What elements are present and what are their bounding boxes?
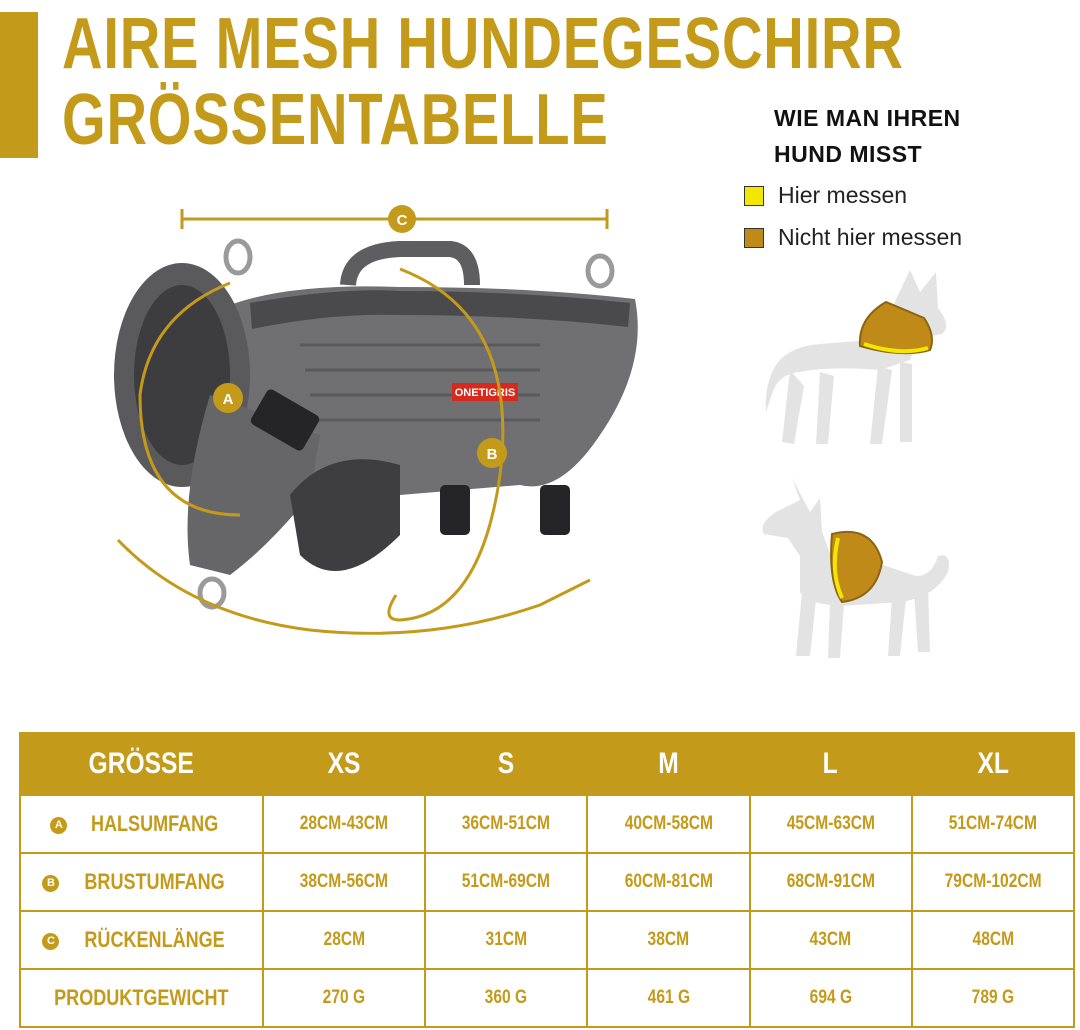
- marker-b-icon: [477, 438, 507, 468]
- table-cell: 48CM: [912, 911, 1074, 969]
- brand-patch-label: ONETIGRIS: [454, 387, 516, 399]
- header-l: L: [750, 733, 912, 795]
- harness-illustration: [100, 195, 660, 655]
- title-accent-bar: [0, 12, 38, 158]
- title-line-1: AIRE MESH HUNDEGESCHIRR: [62, 4, 904, 84]
- row-label-chest: B BRUSTUMFANG: [20, 853, 263, 911]
- marker-b-label: B: [486, 446, 498, 463]
- measure-guide-heading: [774, 100, 961, 172]
- table-cell: 68CM-91CM: [750, 853, 912, 911]
- table-cell: 43CM: [750, 911, 912, 969]
- dog-chest-measure-icon: [752, 472, 962, 672]
- legend-label-do-not-measure: Nicht hier messen: [778, 224, 963, 250]
- table-cell: 461 G: [587, 969, 749, 1027]
- yellow-swatch-icon: [744, 186, 764, 206]
- size-table: [19, 732, 1075, 1028]
- header-m: M: [587, 733, 749, 795]
- brown-swatch-icon: [744, 228, 764, 248]
- header-xl: XL: [912, 733, 1074, 795]
- table-cell: 36CM-51CM: [425, 795, 587, 853]
- table-cell: 28CM-43CM: [263, 795, 425, 853]
- title-line-2: GRÖSSENTABELLE: [62, 80, 609, 160]
- row-label-weight: PRODUKTGEWICHT: [20, 969, 263, 1027]
- buckle-icon: [440, 485, 470, 535]
- guide-heading-line-1: WIE MAN IHREN: [774, 105, 961, 131]
- table-cell: 51CM-74CM: [912, 795, 1074, 853]
- table-header-row: [20, 733, 1074, 795]
- handle-icon: [348, 249, 472, 285]
- dog-neck-measure-icon: [760, 262, 960, 457]
- badge-a-icon: A: [50, 817, 67, 834]
- marker-a-icon: [213, 383, 243, 413]
- legend-do-not-measure-here: [744, 224, 962, 251]
- badge-b-icon: B: [42, 875, 59, 892]
- legend-label-measure-here: Hier messen: [778, 182, 908, 208]
- table-cell: 360 G: [425, 969, 587, 1027]
- table-cell: 51CM-69CM: [425, 853, 587, 911]
- badge-c-icon: C: [42, 933, 59, 950]
- table-cell: 60CM-81CM: [587, 853, 749, 911]
- d-ring-icon: [200, 579, 224, 607]
- d-ring-icon: [588, 256, 612, 286]
- marker-c-icon: [388, 205, 416, 233]
- row-label-neck: A HALSUMFANG: [20, 795, 263, 853]
- table-cell: 45CM-63CM: [750, 795, 912, 853]
- table-cell: 40CM-58CM: [587, 795, 749, 853]
- header-size: GRÖSSE: [20, 733, 263, 795]
- header-xs: XS: [263, 733, 425, 795]
- guide-heading-line-2: HUND MISST: [774, 141, 923, 167]
- header-s: S: [425, 733, 587, 795]
- table-cell: 79CM-102CM: [912, 853, 1074, 911]
- legend-measure-here: [744, 182, 907, 209]
- table-row-chest: [20, 853, 1074, 911]
- table-cell: 31CM: [425, 911, 587, 969]
- table-row-weight: [20, 969, 1074, 1027]
- table-cell: 789 G: [912, 969, 1074, 1027]
- table-row-neck: [20, 795, 1074, 853]
- row-label-back-length: C RÜCKENLÄNGE: [20, 911, 263, 969]
- table-cell: 694 G: [750, 969, 912, 1027]
- table-cell: 38CM-56CM: [263, 853, 425, 911]
- table-cell: 270 G: [263, 969, 425, 1027]
- table-cell: 28CM: [263, 911, 425, 969]
- table-row-back-length: [20, 911, 1074, 969]
- table-cell: 38CM: [587, 911, 749, 969]
- d-ring-icon: [226, 241, 250, 273]
- marker-c-label: C: [396, 212, 408, 229]
- marker-a-label: A: [222, 391, 234, 408]
- buckle-icon: [540, 485, 570, 535]
